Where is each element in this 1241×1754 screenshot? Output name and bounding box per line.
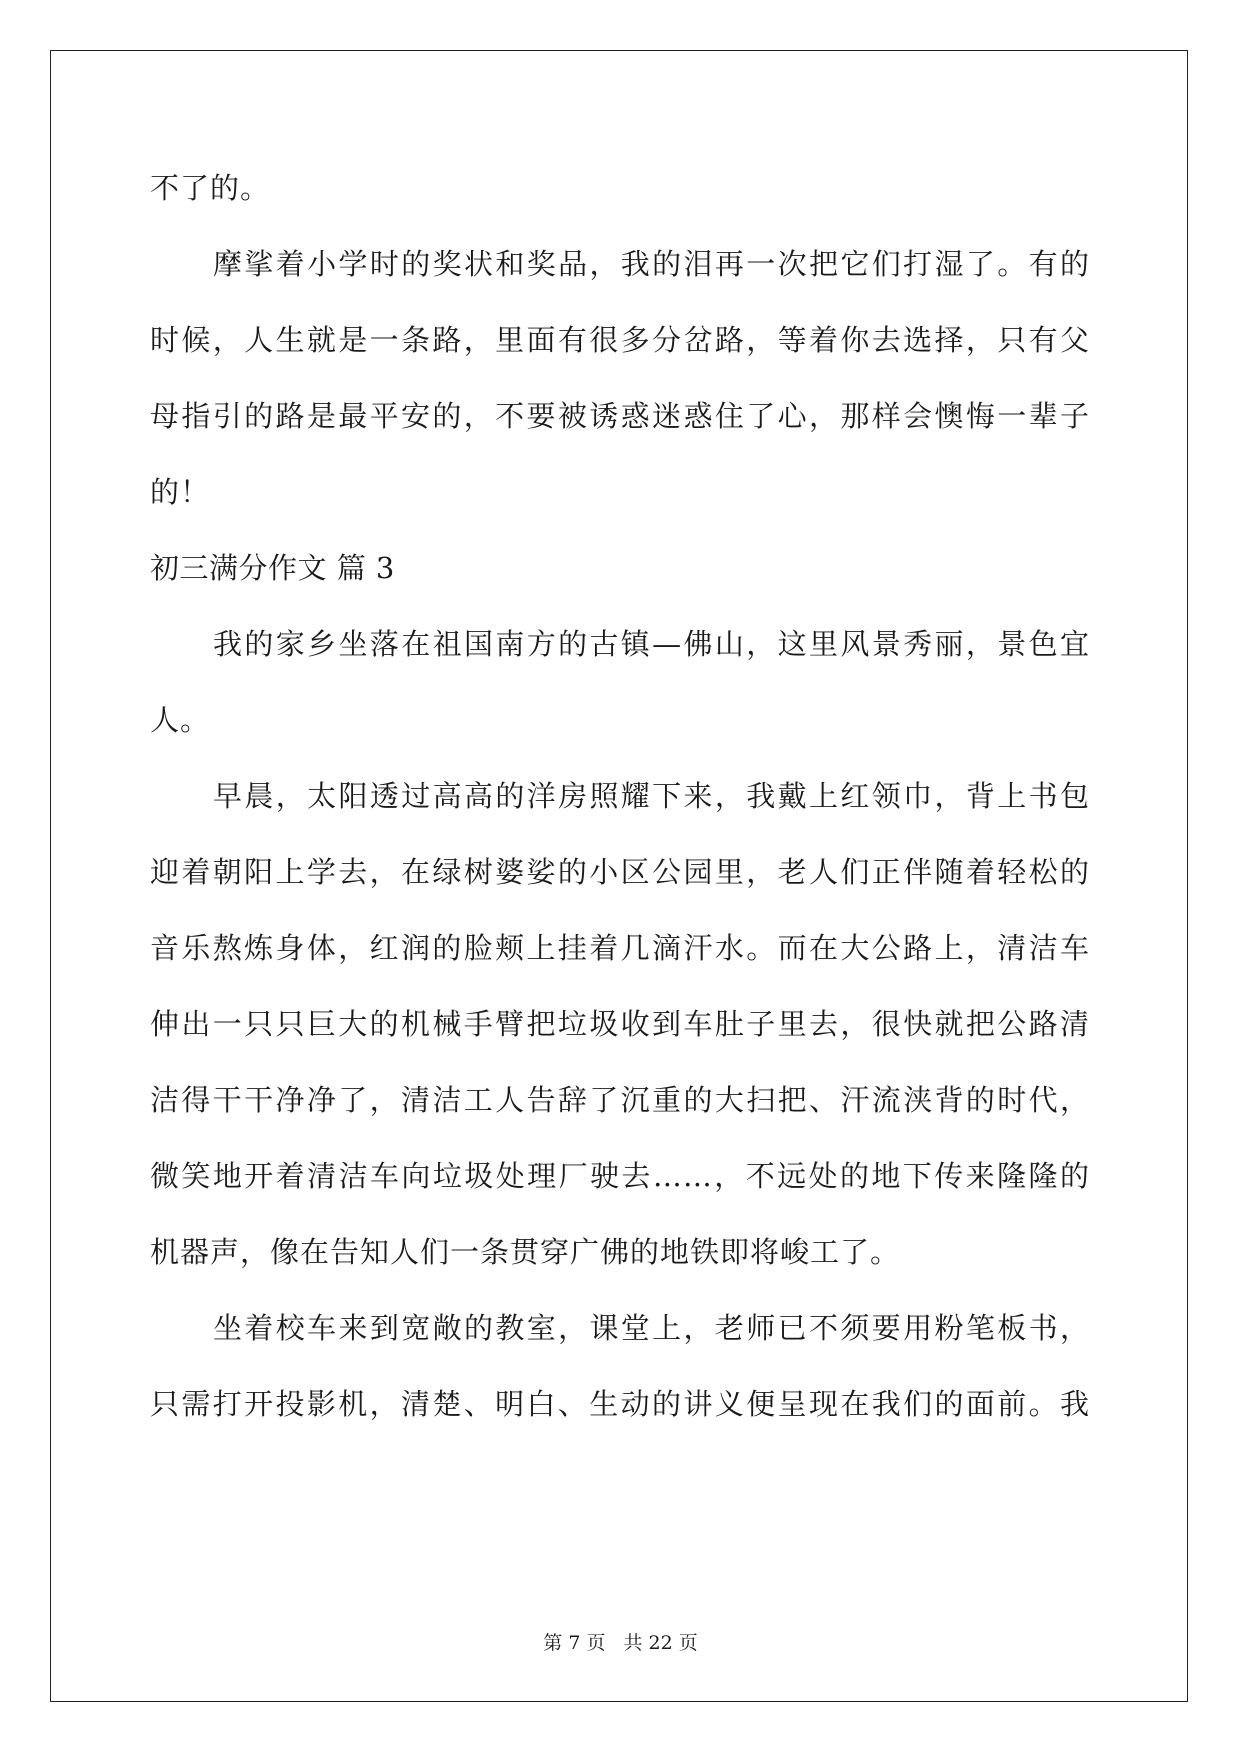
- text-line: 洁得干干净净了，清洁工人告辞了沉重的大扫把、汗流浃背的时代，: [150, 1083, 1090, 1117]
- text-line: 只需打开投影机，清楚、明白、生动的讲义便呈现在我们的面前。我: [150, 1387, 1090, 1421]
- text-line: 时候，人生就是一条路，里面有很多分岔路，等着你去选择，只有父: [150, 323, 1090, 357]
- paragraph-line: 摩挲着小学时的奖状和奖品，我的泪再一次把它们打湿了。有的: [213, 247, 1090, 281]
- text-line: 的！: [150, 475, 211, 509]
- paragraph-line: 坐着校车来到宽敞的教室，课堂上，老师已不须要用粉笔板书，: [213, 1311, 1090, 1345]
- text-line: 音乐熬炼身体，红润的脸颊上挂着几滴汗水。而在大公路上，清洁车: [150, 931, 1090, 965]
- paragraph-line: 我的家乡坐落在祖国南方的古镇—佛山，这里风景秀丽，景色宜: [213, 627, 1090, 661]
- text-line: 迎着朝阳上学去，在绿树婆娑的小区公园里，老人们正伴随着轻松的: [150, 855, 1090, 889]
- text-line: 不了的。: [150, 171, 271, 205]
- text-line: 微笑地开着清洁车向垃圾处理厂驶去……，不远处的地下传来隆隆的: [150, 1159, 1090, 1193]
- text-line: 母指引的路是最平安的，不要被诱惑迷惑住了心，那样会懊悔一辈子: [150, 399, 1090, 433]
- document-body: [150, 160, 1090, 1452]
- text-line: 人。: [150, 703, 211, 737]
- section-heading: 初三满分作文 篇 3: [150, 551, 395, 585]
- text-line: 机器声，像在告知人们一条贯穿广佛的地铁即将峻工了。: [150, 1235, 901, 1269]
- paragraph-line: 早晨，太阳透过高高的洋房照耀下来，我戴上红领巾，背上书包: [213, 779, 1090, 813]
- page-footer: [0, 1628, 1241, 1655]
- page-total: 共 22 页: [623, 1632, 698, 1654]
- page-number: 第 7 页: [543, 1632, 606, 1654]
- text-line: 伸出一只只巨大的机械手臂把垃圾收到车肚子里去，很快就把公路清: [150, 1007, 1090, 1041]
